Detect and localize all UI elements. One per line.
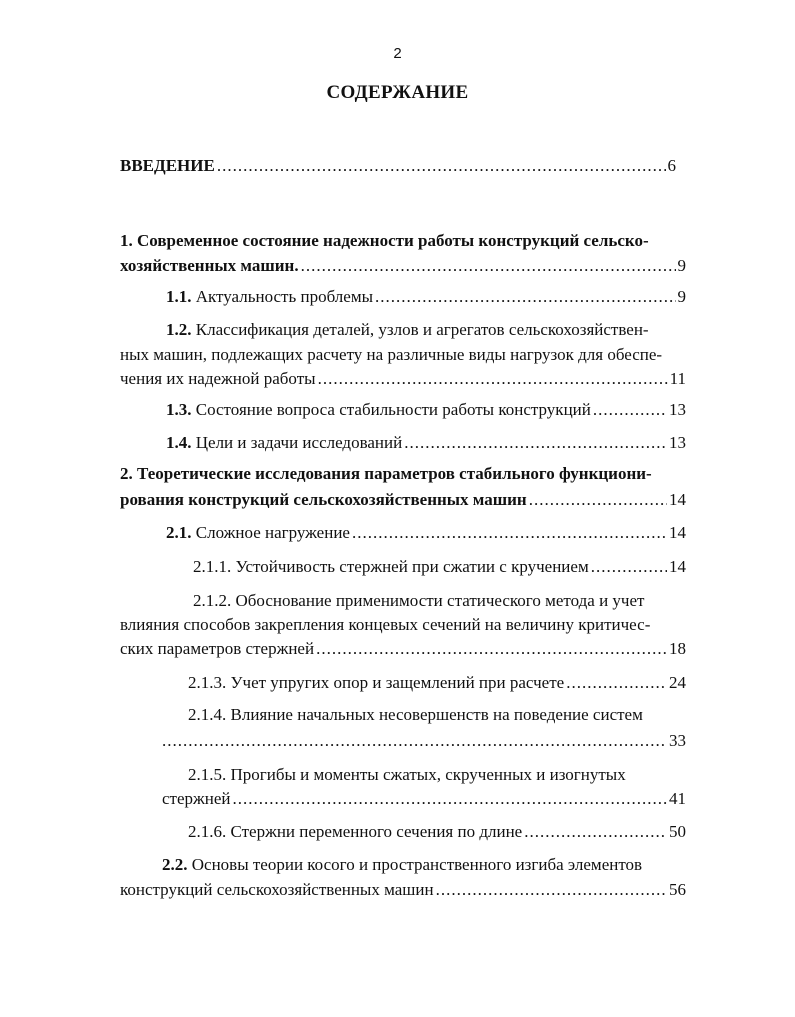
toc-page-number: 13 [669, 400, 686, 419]
section-number: 1.3. [166, 400, 192, 419]
section-title: Классификация деталей, узлов и агрегатов сельскохозяйствен- [195, 320, 649, 339]
toc-page-number: 9 [677, 287, 686, 306]
toc-page-number: 14 [669, 490, 686, 509]
section-title: Сложное нагружение [195, 523, 350, 542]
toc-section-1-1[interactable] [166, 285, 686, 309]
dot-leader [233, 787, 667, 811]
dot-leader [301, 254, 676, 278]
section-title: Цели и задачи исследований [195, 433, 403, 452]
dot-leader [529, 488, 667, 512]
toc-section-1-4[interactable] [166, 431, 686, 455]
toc-page-number: 18 [669, 639, 686, 658]
toc-subsection-2-1-4-line-1[interactable]: 2.1.4. Влияние начальных несовершенств на поведение систем [188, 705, 643, 724]
toc-entry-label [166, 398, 591, 422]
toc-subsection-2-1-3[interactable] [188, 671, 686, 695]
section-number: 2.2. [162, 855, 188, 874]
toc-subsection-2-1-2-line-2[interactable]: влияния способов закрепления концевых сечений на величину критичес- [120, 615, 651, 634]
toc-section-1-2-line-3[interactable] [120, 367, 686, 391]
section-title: Актуальность проблемы [195, 287, 374, 306]
toc-page-number: 33 [669, 731, 686, 750]
toc-page-number: 50 [669, 822, 686, 841]
toc-entry-label: хозяйственных машин. [120, 256, 299, 275]
dot-leader [316, 637, 667, 661]
toc-section-1-2-line-2[interactable]: ных машин, подлежащих расчету на различные виды нагрузок для обеспе- [120, 345, 663, 364]
toc-entry-label: ВВЕДЕНИЕ [120, 156, 215, 175]
dot-leader [162, 729, 667, 753]
section-number: 2.1. [166, 523, 192, 542]
toc-page-number: 6 [667, 156, 676, 175]
section-title: Основы теории косого и пространственного изгиба элементов [191, 855, 643, 874]
section-number: 1.4. [166, 433, 192, 452]
toc-section-1-3[interactable] [166, 398, 686, 422]
toc-section-2-1[interactable] [166, 521, 686, 545]
toc-entry-label: рования конструкций сельскохозяйственных машин [120, 490, 527, 509]
toc-page-number: 11 [669, 369, 686, 388]
dot-leader [524, 820, 667, 844]
toc-chapter-1-line-2[interactable] [120, 254, 686, 278]
toc-entry-label: конструкций сельскохозяйственных машин [120, 880, 434, 899]
dot-leader [436, 878, 667, 902]
toc-subsection-2-1-5-line-1[interactable]: 2.1.5. Прогибы и моменты сжатых, скрученных и изогнутых [188, 765, 626, 784]
dot-leader [566, 671, 667, 695]
toc-section-2-2-line-1[interactable] [162, 853, 686, 877]
toc-page-number: 41 [669, 789, 686, 808]
toc-entry-label: чения их надежной работы [120, 369, 316, 388]
toc-section-2-2-line-2[interactable] [120, 878, 686, 902]
toc-page-number: 9 [677, 256, 686, 275]
toc-entry-label [166, 431, 402, 455]
section-number: 1.1. [166, 287, 192, 306]
toc-page-number: 56 [669, 880, 686, 899]
toc-entry-label: 2.1.6. Стержни переменного сечения по длине [188, 822, 523, 841]
toc-entry-label [166, 285, 373, 309]
dot-leader [375, 285, 675, 309]
toc-page-number: 14 [669, 523, 686, 542]
toc-chapter-1-line-1[interactable]: 1. Современное состояние надежности работы конструкций сельско- [120, 231, 649, 250]
page-title: СОДЕРЖАНИЕ [326, 82, 469, 103]
toc-subsection-2-1-4-line-2[interactable] [162, 729, 686, 753]
toc-page-number: 24 [669, 673, 686, 692]
toc-entry-label [166, 521, 350, 545]
toc-chapter-2-line-1[interactable]: 2. Теоретические исследования параметров стабильного функциони- [120, 464, 652, 483]
toc-subsection-2-1-2-line-3[interactable] [120, 637, 686, 661]
dot-leader [404, 431, 667, 455]
toc-page-number: 14 [669, 557, 686, 576]
toc-section-1-2-line-1[interactable] [166, 318, 686, 342]
toc-chapter-2-line-2[interactable] [120, 488, 686, 512]
toc-subsection-2-1-6[interactable] [188, 820, 686, 844]
section-title: Состояние вопроса стабильности работы конструкций [195, 400, 591, 419]
section-number: 1.2. [166, 320, 192, 339]
toc-subsection-2-1-2-line-1[interactable]: 2.1.2. Обоснование применимости статического метода и учет [193, 591, 645, 610]
dot-leader [352, 521, 667, 545]
toc-entry-label: 2.1.1. Устойчивость стержней при сжатии с кручением [193, 557, 589, 576]
toc-entry-intro[interactable] [120, 154, 676, 178]
toc-entry-label: 2.1.3. Учет упругих опор и защемлений при расчете [188, 673, 565, 692]
page-number: 2 [393, 45, 402, 62]
dot-leader [318, 367, 668, 391]
toc-entry-label: стержней [162, 789, 231, 808]
toc-entry-label: ских параметров стержней [120, 639, 315, 658]
dot-leader [217, 154, 666, 178]
dot-leader [593, 398, 667, 422]
toc-subsection-2-1-1[interactable] [193, 555, 686, 579]
dot-leader [591, 555, 667, 579]
toc-subsection-2-1-5-line-2[interactable] [162, 787, 686, 811]
toc-page-number: 13 [669, 433, 686, 452]
